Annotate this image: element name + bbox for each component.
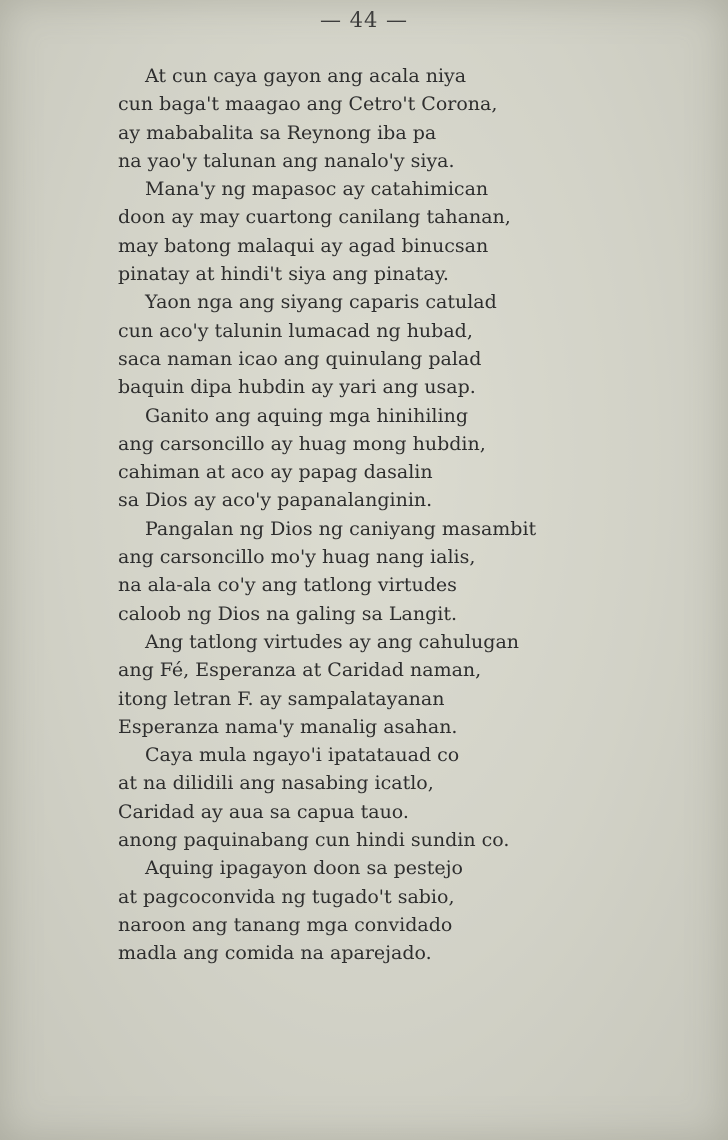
poem-body — [118, 62, 708, 968]
verse-line: at pagcoconvida ng tugado't sabio, — [118, 885, 455, 908]
verse-line: cahiman at aco ay papag dasalin — [118, 461, 433, 484]
verse-line: Mana'y ng mapasoc ay catahimican — [145, 178, 489, 201]
verse-line: na ala-ala co'y ang tatlong virtudes — [118, 574, 457, 597]
stanza — [118, 628, 708, 741]
verse-line: may batong malaqui ay agad binucsan — [118, 234, 489, 257]
verse-line: itong letran F. ay sampalatayanan — [118, 687, 445, 710]
verse-line: at na dilidili ang nasabing icatlo, — [118, 772, 434, 795]
verse-line: saca naman icao ang quinulang palad — [118, 347, 482, 370]
verse-line: na yao'y talunan ang nanalo'y siya. — [118, 149, 455, 172]
stanza — [118, 741, 708, 854]
page-number: — 44 — — [319, 8, 409, 32]
verse-line: cun baga't maagao ang Cetro't Corona, — [118, 93, 498, 116]
verse-line: pinatay at hindi't siya ang pinatay. — [118, 263, 449, 286]
verse-line: baquin dipa hubdin ay yari ang usap. — [118, 376, 476, 399]
stanza — [118, 175, 708, 288]
verse-line: caloob ng Dios na galing sa Langit. — [118, 602, 458, 625]
verse-line: Aquing ipagayon doon sa pestejo — [145, 857, 463, 880]
stanza — [118, 288, 708, 401]
stanza — [118, 854, 708, 967]
verse-line: sa Dios ay aco'y papanalanginin. — [118, 489, 433, 512]
verse-line: ay mababalita sa Reynong iba pa — [118, 121, 437, 144]
verse-line: Yaon nga ang siyang caparis catulad — [145, 291, 497, 314]
stanza — [118, 515, 708, 628]
stanza — [118, 62, 708, 175]
verse-line: At cun caya gayon ang acala niya — [145, 65, 467, 87]
verse-line: ang carsoncillo mo'y huag nang ialis, — [118, 546, 476, 569]
verse-line: Ang tatlong virtudes ay ang cahulugan — [145, 630, 520, 653]
verse-line: anong paquinabang cun hindi sundin co. — [118, 829, 510, 852]
verse-line: madla ang comida na aparejado. — [118, 942, 432, 965]
stanza — [118, 402, 708, 515]
verse-line: doon ay may cuartong canilang tahanan, — [118, 206, 511, 229]
verse-line: cun aco'y talunin lumacad ng hubad, — [118, 319, 473, 342]
verse-line: Ganito ang aquing mga hinihiling — [145, 404, 468, 427]
verse-line: ang Fé, Esperanza at Caridad naman, — [118, 659, 482, 682]
verse-line: naroon ang tanang mga convidado — [118, 913, 453, 936]
verse-line: Esperanza nama'y manalig asahan. — [118, 715, 458, 738]
verse-line: Caya mula ngayo'i ipatatauad co — [145, 744, 460, 767]
verse-line: Caridad ay aua sa capua tauo. — [118, 800, 409, 823]
verse-line: Pangalan ng Dios ng caniyang masambit — [145, 517, 537, 540]
verse-line: ang carsoncillo ay huag mong hubdin, — [118, 432, 486, 455]
